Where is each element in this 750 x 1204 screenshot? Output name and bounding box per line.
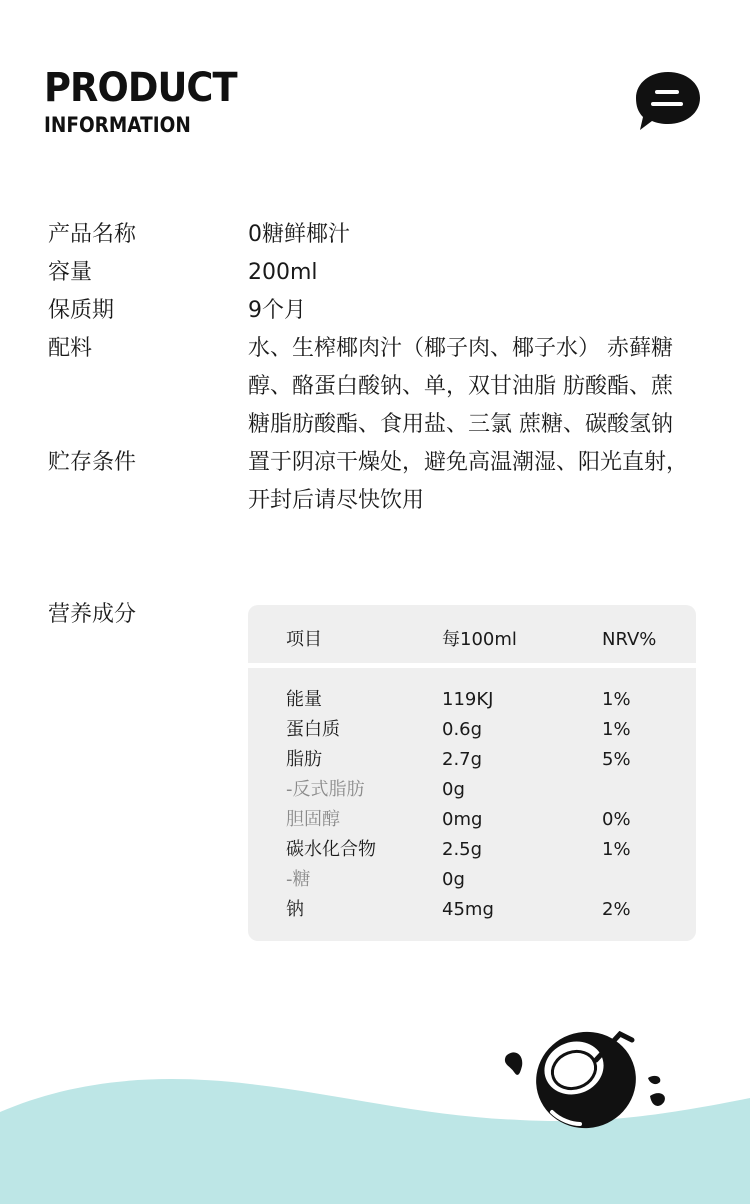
- table-row: [248, 835, 696, 865]
- nut-item: 碳水化合物: [286, 839, 376, 860]
- nutrition-table: [248, 605, 696, 941]
- nut-nrv: 0%: [602, 809, 631, 830]
- nut-nrv: 5%: [602, 749, 631, 770]
- nut-per100: 45mg: [442, 899, 494, 920]
- nut-item: 脂肪: [286, 749, 322, 770]
- nut-nrv: 2%: [602, 899, 631, 920]
- info-label: 产品名称: [48, 222, 137, 247]
- nut-nrv: 1%: [602, 719, 631, 740]
- product-info-list: [48, 216, 698, 520]
- nut-per100: 2.7g: [442, 749, 483, 770]
- nutrition-header-divider: [248, 663, 696, 668]
- table-row: [248, 685, 696, 715]
- info-value: 0糖鲜椰汁: [248, 222, 350, 247]
- nut-item: 胆固醇: [286, 809, 340, 830]
- header-nrv: NRV%: [602, 629, 657, 650]
- info-value: 置于阴凉干燥处，避免高温潮湿、阳光直射，开封后请尽快饮用: [248, 450, 689, 513]
- nut-per100: 0mg: [442, 809, 483, 830]
- info-label: 贮存条件: [48, 450, 137, 475]
- nutrition-label: 营养成分: [48, 602, 137, 627]
- nut-per100: 119KJ: [442, 689, 494, 710]
- nut-item: 能量: [286, 689, 322, 710]
- header-per100: 每100ml: [442, 629, 517, 650]
- info-row-storage: [48, 444, 698, 520]
- table-row: [248, 775, 696, 805]
- nut-item: 钠: [286, 899, 304, 920]
- info-row-shelf-life: [48, 292, 698, 330]
- info-row-capacity: [48, 254, 698, 292]
- nut-per100: 0g: [442, 779, 465, 800]
- info-label: 配料: [48, 336, 93, 361]
- page-header: [44, 66, 253, 138]
- nut-nrv: 1%: [602, 689, 631, 710]
- nut-item: -反式脂肪: [286, 779, 365, 800]
- table-row: [248, 715, 696, 745]
- info-label: 保质期: [48, 298, 115, 323]
- table-row: [248, 745, 696, 775]
- nut-nrv: 1%: [602, 839, 631, 860]
- wave-shape: [0, 1079, 750, 1204]
- title-information: INFORMATION: [44, 113, 191, 137]
- title-product: PRODUCT: [44, 65, 237, 111]
- table-row: [248, 895, 696, 925]
- info-value: 9个月: [248, 298, 306, 323]
- header-item: 项目: [286, 629, 322, 650]
- nutrition-table-header: [248, 605, 696, 663]
- table-row: [248, 865, 696, 895]
- info-value: 200ml: [248, 260, 318, 285]
- nut-item: -糖: [286, 869, 311, 890]
- nut-per100: 0g: [442, 869, 465, 890]
- info-value: 水、生榨椰肉汁（椰子肉、椰子水） 赤藓糖醇、酪蛋白酸钠、单，双甘油脂 肪酸酯、蔗糖脂肪酸酯、食用盐、三氯 蔗糖、碳酸氢钠: [248, 336, 673, 437]
- nut-item: 蛋白质: [286, 719, 340, 740]
- nut-per100: 0.6g: [442, 719, 483, 740]
- nut-per100: 2.5g: [442, 839, 483, 860]
- nutrition-table-body: [248, 685, 696, 925]
- speech-bubble-icon: [634, 70, 702, 132]
- table-row: [248, 805, 696, 835]
- footer-wave-decoration: [0, 1020, 750, 1204]
- info-row-ingredients: [48, 330, 698, 444]
- info-label: 容量: [48, 260, 93, 285]
- info-row-name: [48, 216, 698, 254]
